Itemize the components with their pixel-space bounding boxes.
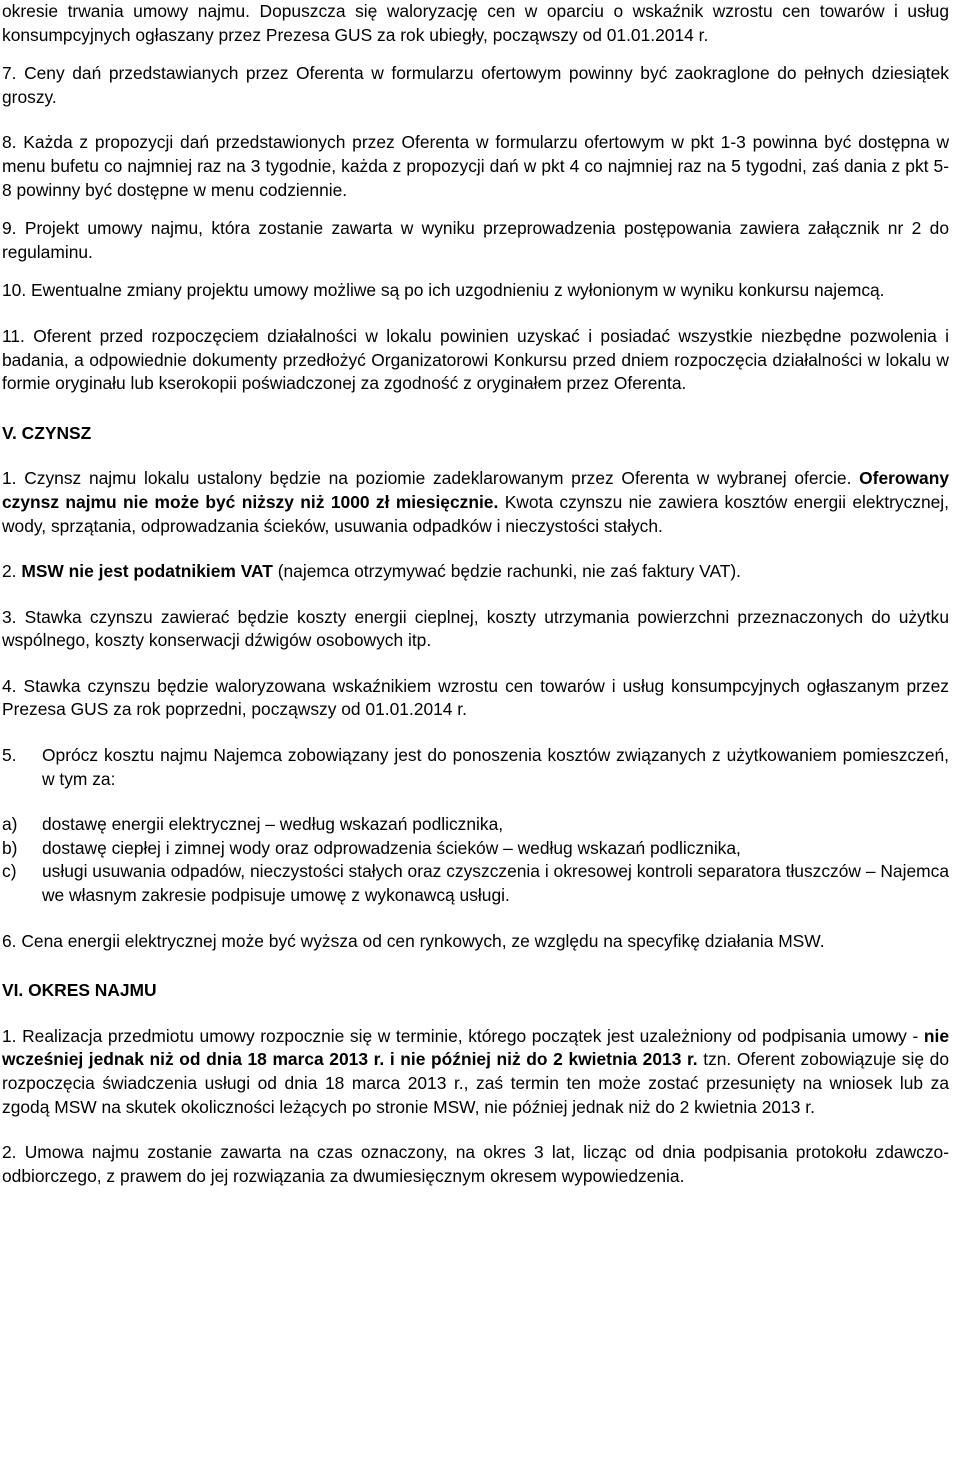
czynsz-point-1-text: 1. Czynsz najmu lokalu ustalony będzie na poziomie zadeklarowanym przez Oferenta w wybranej ofercie. — [2, 468, 860, 489]
list-item-text: usługi usuwania odpadów, nieczystości stałych oraz czyszczenia i okresowej kontroli separatora tłuszczów – Najemca we własnym zakresie podpisuje umowę z wykonawcą usługi. — [42, 861, 949, 906]
list-item-marker: c) — [2, 861, 17, 882]
czynsz-vat-bold: MSW nie jest podatnikiem VAT — [21, 561, 273, 582]
paragraph-7: 7. Ceny dań przedstawianych przez Oferenta w formularzu ofertowym powinny być zaokraglone do pełnych dziesiątek groszy. — [2, 63, 949, 107]
czynsz-point-6: 6. Cena energii elektrycznej może być wyższa od cen rynkowych, ze względu na specyfikę działania MSW. — [2, 930, 825, 951]
document-page — [2, 0, 949, 1188]
czynsz-point-2-rest: (najemca otrzymywać będzie rachunki, nie zaś faktury VAT). — [272, 561, 741, 582]
section-heading-okres-najmu: VI. OKRES NAJMU — [2, 980, 157, 1001]
czynsz-point-1 — [2, 467, 949, 538]
paragraph-10: 10. Ewentualne zmiany projektu umowy możliwe są po ich uzgodnieniu z wyłonionym w wyniku konkursu najemcą. — [2, 280, 885, 301]
okres-point-1 — [2, 1025, 949, 1119]
czynsz-min-rent-bold: Oferowany czynsz najmu nie może być niższy niż 1000 zł miesięcznie. — [2, 468, 949, 512]
okres-point-2: 2. Umowa najmu zostanie zawarta na czas oznaczony, na okres 3 lat, licząc od dnia podpisania protokołu zdawczo-odbiorczego, z prawem do jej rozwiązania za dwumiesięcznym okresem wypowiedzenia. — [2, 1142, 949, 1186]
czynsz-point-5-row — [2, 744, 949, 791]
okres-dates-bold: nie wcześniej jednak niż od dnia 18 marca 2013 r. i nie później niż do 2 kwietnia 2013 r. — [2, 1025, 949, 1070]
paragraph-8: 8. Każda z propozycji dań przedstawionych przez Oferenta w formularzu ofertowym w pkt 1-3 powinna być dostępna w menu bufetu co najmniej raz na 3 tygodnie, każda z propozycji dań w pkt 4 co najmniej raz na 5 tygodni, zaś dania z pkt 5-8 powinny być dostępne w menu codziennie. — [2, 132, 949, 200]
okres-point-1-text: 1. Realizacja przedmiotu umowy rozpocznie się w terminie, którego początek jest uzależniony od podpisania umowy - — [2, 1025, 924, 1046]
czynsz-point-5-number: 5. — [2, 745, 17, 766]
czynsz-point-5 — [2, 744, 949, 791]
list-item-text: dostawę energii elektrycznej – według wskazań podlicznika, — [42, 814, 504, 835]
list-item-marker: b) — [2, 837, 18, 858]
list-item — [2, 813, 949, 837]
cost-list — [2, 813, 949, 907]
list-item — [2, 860, 949, 907]
czynsz-point-1-rest: Kwota czynszu nie zawiera kosztów energii elektrycznej, wody, sprzątania, odprowadzania ścieków, usuwania odpadków i nieczystości stałych. — [2, 491, 949, 536]
paragraph-11: 11. Oferent przed rozpoczęciem działalności w lokalu powinien uzyskać i posiadać wszystkie niezbędne pozwolenia i badania, a odpowiednie dokumenty przedłożyć Organizatorowi Konkursu przed dniem rozpoczęcia działalności w lokalu w formie oryginału lub kserokopii poświadczonej za zgodność z oryginałem przez Oferenta. — [2, 325, 949, 394]
paragraph-9: 9. Projekt umowy najmu, która zostanie zawarta w wyniku przeprowadzenia postępowania zawiera załącznik nr 2 do regulaminu. — [2, 218, 949, 262]
czynsz-point-2 — [2, 560, 949, 584]
czynsz-point-4: 4. Stawka czynszu będzie waloryzowana wskaźnikiem wzrostu cen towarów i usług konsumpcyjnych ogłaszanym przez Prezesa GUS za rok poprzedni, począwszy od 01.01.2014 r. — [2, 675, 949, 720]
list-item — [2, 837, 949, 861]
section-heading-czynsz: V. CZYNSZ — [2, 422, 92, 443]
paragraph-continued: okresie trwania umowy najmu. Dopuszcza się waloryzację cen w oparciu o wskaźnik wzrostu cen towarów i usług konsumpcyjnych ogłaszany przez Prezesa GUS za rok ubiegły, począwszy od 01.01.2014 r. — [2, 1, 949, 45]
czynsz-point-5-text: Oprócz kosztu najmu Najemca zobowiązany jest do ponoszenia kosztów związanych z użytkowaniem pomieszczeń, w tym za: — [42, 745, 949, 789]
list-item-marker: a) — [2, 814, 18, 835]
list-item-text: dostawę ciepłej i zimnej wody oraz odprowadzenia ścieków – według wskazań podlicznika, — [42, 837, 741, 858]
czynsz-point-2-num: 2. — [2, 561, 22, 582]
czynsz-point-3: 3. Stawka czynszu zawierać będzie koszty energii cieplnej, koszty utrzymania powierzchni przeznaczonych do użytku wspólnego, koszty konserwacji dźwigów osobowych itp. — [2, 606, 949, 651]
okres-point-1-rest: tzn. Oferent zobowiązuje się do rozpoczęcia świadczenia usługi od dnia 18 marca 2013 r., zaś termin ten może zostać przesunięty na wniosek lub za zgodą MSW na skutek okoliczności leżących po stronie MSW, nie później jednak niż do 2 kwietnia 2013 r. — [2, 1049, 949, 1117]
